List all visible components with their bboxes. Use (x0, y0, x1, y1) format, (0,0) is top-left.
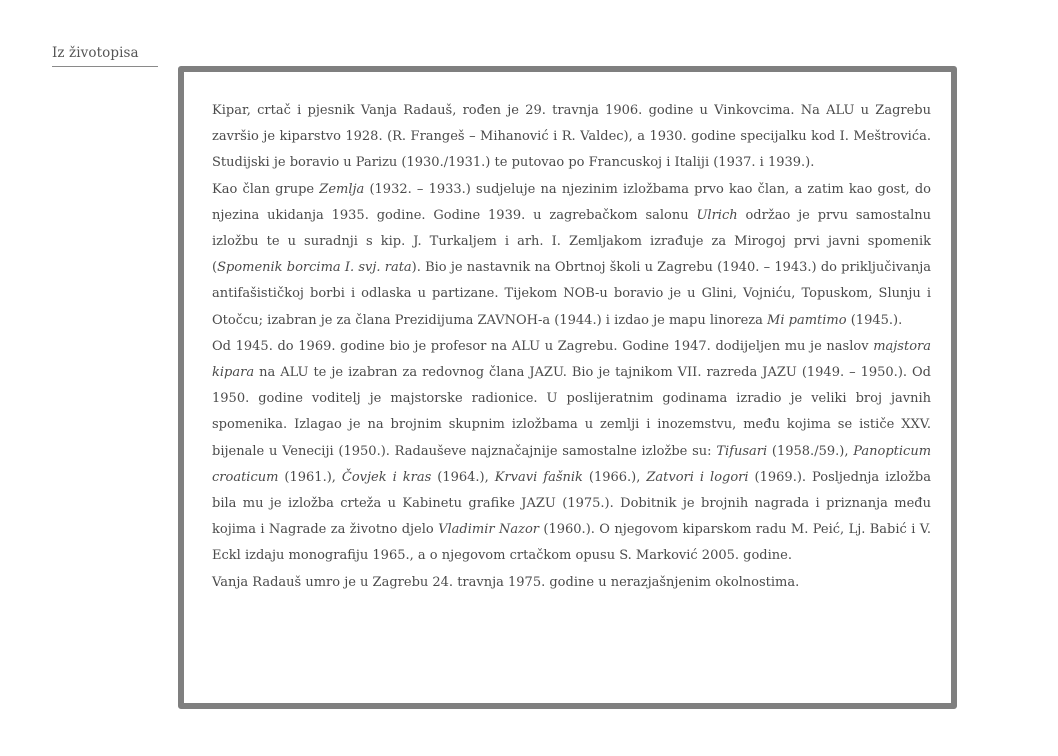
paragraph-text: (1932. – 1933.) sudjeluje na njezinim izložbama prvo kao član, a zatim kao gost, do njezina ukidanja 1935. godine. Godine 1939. u zagrebačkom salonu (212, 181, 931, 223)
italic-title-text: Ulrich (696, 207, 738, 223)
italic-title-text: majstora kipara (212, 338, 931, 381)
section-label: Iz životopisa (52, 45, 158, 67)
italic-title-text: Spomenik borcima I. svj. rata (217, 260, 412, 276)
italic-title-text: Tifusari (716, 443, 768, 459)
paragraph-text: (1964.), (431, 469, 495, 485)
italic-title-text: Mi pamtimo (767, 312, 847, 328)
paragraph-text: ). Bio je nastavnik na Obrtnoj školi u Zagrebu (1940. – 1943.) do priključivanja antifašističkoj borbi i odlaska u partizane. Tijekom NOB-u boravio je u Glini, Vojniću, Topuskom, Slunju i Otočcu; izabran je za člana Prezidijuma ZAVNOH-a (1944.) i izdao je mapu linoreza (212, 260, 931, 328)
paragraph-text: (1966.), (582, 469, 647, 485)
paragraph-text: (1969.). Posljednja izložba bila mu je izložba crteža u Kabinetu grafike JAZU (1975.). Dobitnik je brojnih nagrada i priznanja među kojima i Nagrade za životno djelo (212, 469, 931, 538)
paragraph-text: (1961.), (278, 469, 342, 485)
biography-frame (178, 66, 957, 709)
paragraph-text: na ALU te je izabran za redovnog člana JAZU. Bio je tajnikom VII. razreda JAZU (1949. – 1950.). Od 1950. godine voditelj je majstorske radionice. U poslijeratnim godinama izradio je veliki broj javnih spomenika. Izlagao je na brojnim skupnim izložbama u zemlji i inozemstvu, među kojima se ističe XXV. bijenale u Veneciji (1950.). Radauševe najznačajnije samostalne izložbe su: (212, 365, 931, 459)
biography-paragraph (212, 334, 931, 570)
paragraph-text: (1958./59.), (767, 443, 854, 459)
italic-title-text: Krvavi fašnik (494, 469, 583, 485)
paragraph-text: održao je prvu samostalnu izložbu te u suradnji s kip. J. Turkaljem i arh. I. Zemljakom izrađuje za Mirogoj prvi javni spomenik ( (212, 207, 931, 276)
paragraph-text: Vanja Radauš umro je u Zagrebu 24. travnja 1975. godine u nerazjašnjenim okolnostima. (212, 574, 800, 590)
italic-title-text: Čovjek i kras (341, 469, 432, 485)
paragraph-text: Kipar, crtač i pjesnik Vanja Radauš, rođen je 29. travnja 1906. godine u Vinkovcima. Na ALU u Zagrebu završio je kiparstvo 1928. (R. Frangeš – Mihanović i R. Valdec), a 1930. godine specijalku kod I. Meštrovića. Studijski je boravio u Parizu (1930./1931.) te putovao po Francuskoj i Italiji (1937. i 1939.). (212, 103, 931, 171)
italic-title-text: Panopticum croaticum (212, 443, 932, 485)
italic-title-text: Vladimir Nazor (438, 522, 540, 538)
biography-text (212, 98, 931, 596)
paragraph-text: (1945.). (846, 312, 903, 328)
paragraph-text: Kao član grupe (212, 181, 320, 197)
biography-paragraph (212, 177, 931, 334)
paragraph-text: (1960.). O njegovom kiparskom radu M. Peić, Lj. Babić i V. Eckl izdaju monografiju 1965., a o njegovom crtačkom opusu S. Marković 2005. godine. (212, 522, 932, 564)
paragraph-text: Od 1945. do 1969. godine bio je profesor na ALU u Zagrebu. Godine 1947. dodijeljen mu je naslov (212, 338, 874, 354)
italic-title-text: Zemlja (319, 181, 365, 197)
biography-paragraph (212, 98, 931, 177)
biography-paragraph (212, 570, 931, 596)
italic-title-text: Zatvori i logori (646, 469, 749, 485)
